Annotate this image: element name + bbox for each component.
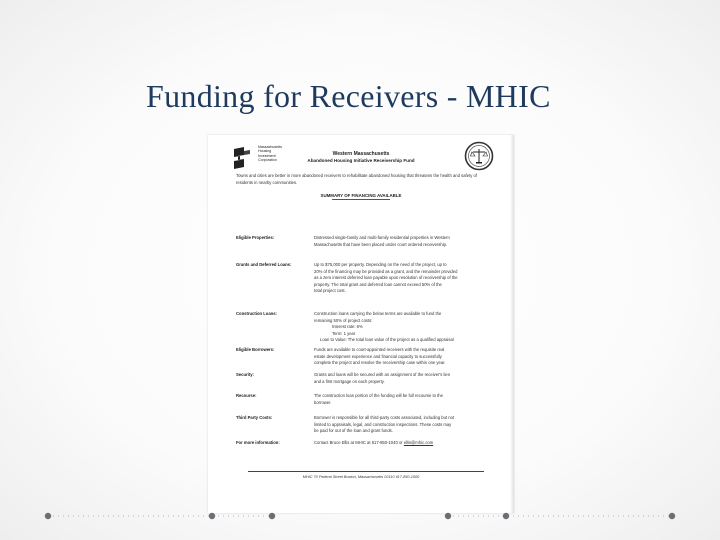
row-line: Construction loans carrying the below terms are available to fund the [314, 311, 442, 316]
row-label: Security: [236, 372, 254, 377]
financing-row-grants-deferred-loans [236, 262, 500, 295]
scanned-document [208, 135, 514, 513]
row-line: limited to appraisals, legal, and construction inspections. These costs may [314, 421, 452, 427]
row-line: The construction loan portion of the funding will be full recourse to the [314, 393, 443, 398]
row-line: Loan to Value: The total loan value of the project as a qualified appraisal [320, 337, 454, 343]
contact-email-link[interactable]: ellis@mhic.com [403, 440, 434, 445]
summary-title: SUMMARY OF FINANCING AVAILABLE [320, 193, 402, 198]
row-line: Massachusetts that have been placed under court ordered receivership. [314, 241, 448, 247]
logo-line: Massachusetts [258, 145, 282, 149]
row-line: as a zero interest deferred loan payable upon resolution of receivership of the [314, 275, 458, 281]
row-label: Construction Loans: [236, 311, 277, 316]
row-line: be paid for out of the loan and grant funds. [314, 428, 393, 434]
contact-text: Contact Bruce Ellis at MHIC at 617-850-1040 or [314, 440, 404, 445]
row-line: complete the project and resolve the receivership case within one year. [314, 360, 446, 366]
row-line: property. The total grant and deferred loan cannot exceed 50% of the [314, 281, 442, 287]
row-line: total project cost. [314, 288, 346, 294]
decorative-dot [269, 513, 275, 519]
row-line: Up to $75,000 per property. Depending on the need of the project, up to [314, 262, 447, 267]
financing-row-third-party-costs [236, 415, 500, 435]
row-line [314, 440, 500, 447]
row-line: Grants and loans will be secured with an assignment of the receiver's lien [314, 372, 451, 377]
row-label: Grants and Deferred Loans: [236, 262, 292, 267]
document-intro: Towns and cities are better in more abandoned receivers to rehabilitate abandoned housing that threatens the health and safety of residents in nearby communities. [236, 173, 477, 185]
financing-row-recourse [236, 393, 500, 406]
document-subheading: Abandoned Housing Initiative Receivership Fund [307, 158, 415, 163]
row-line: and a first mortgage on each property. [314, 378, 385, 384]
row-line: Term: 1 year [332, 330, 356, 336]
row-line: Funds are available to court-appointed receivers with the requisite real [314, 347, 445, 352]
document-edge-shadow [510, 135, 514, 513]
logo-line: Corporation [258, 158, 277, 163]
decorative-dot [209, 513, 215, 519]
decorative-dot-line-right [440, 506, 680, 526]
row-line: 20% of the financing may be provided as a grant, and the remainder provided [314, 268, 458, 274]
logo-line: Housing [258, 149, 272, 154]
row-label: Third Party Costs: [236, 415, 273, 420]
logo-line: Investment [258, 153, 276, 158]
document-heading: Western Massachusetts [332, 151, 390, 157]
row-line: Distressed single-family and multi-family residential properties in Western [314, 235, 450, 240]
footer-divider [248, 471, 484, 472]
financing-row-eligible-properties [236, 235, 500, 248]
financing-row-more-information [236, 440, 500, 447]
row-label: For more information: [236, 440, 280, 445]
document-footer: MHIC 70 Federal Street Boston, Massachusetts 02110 617-850-1000 [302, 475, 420, 479]
row-line: remaining 50% of project costs: [314, 317, 373, 323]
financing-row-construction-loans [236, 311, 500, 344]
row-label: Eligible Borrowers: [236, 347, 275, 352]
row-line: Interest rate: 6% [332, 324, 363, 330]
row-line: estate development experience and financial capacity to successfully [314, 353, 442, 359]
financing-row-security [236, 372, 500, 385]
decorative-dot [503, 513, 509, 519]
financing-row-eligible-borrowers [236, 347, 500, 367]
row-label: Eligible Properties: [236, 235, 275, 240]
summary-underline [332, 199, 390, 200]
decorative-dot [669, 513, 675, 519]
decorative-dot-line-left [40, 506, 280, 526]
row-line: Borrower is responsible for all third-party costs associated, including but not [314, 415, 455, 420]
slide-title: Funding for Receivers - MHIC [146, 78, 551, 114]
row-label: Recourse: [236, 393, 257, 398]
decorative-dot [45, 513, 51, 519]
row-line: borrower. [314, 399, 332, 405]
decorative-dot [445, 513, 451, 519]
